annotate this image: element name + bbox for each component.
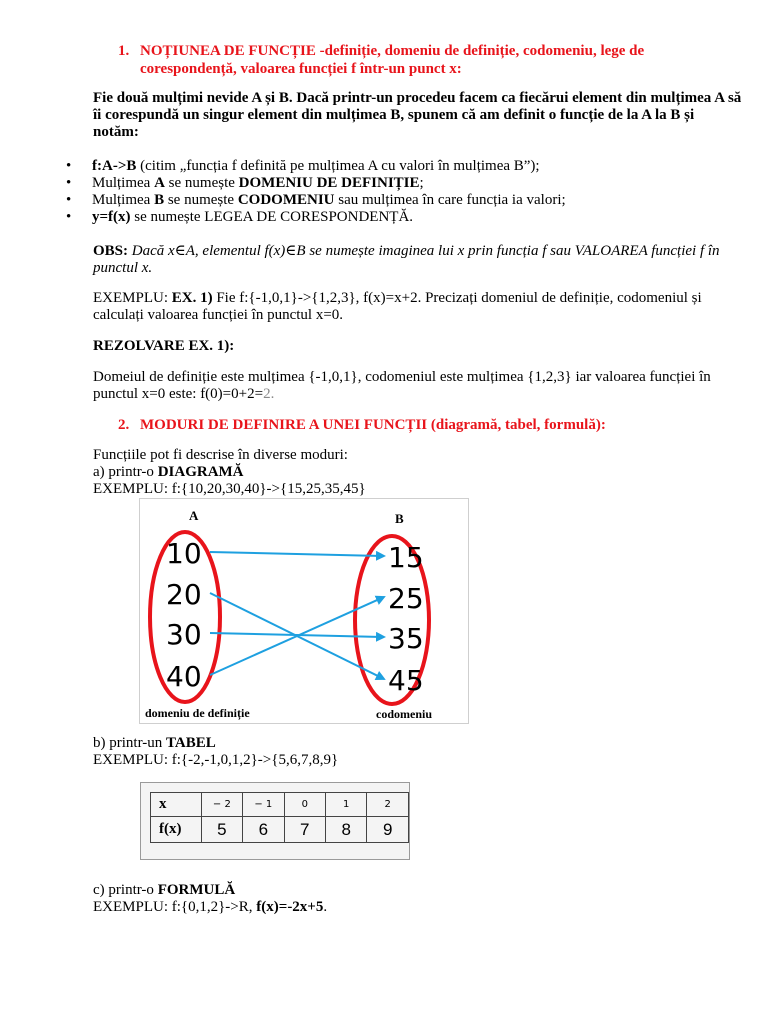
formula-label-pre: c) printr-o — [93, 882, 158, 898]
formula-example — [93, 899, 743, 916]
list-item — [66, 175, 746, 192]
bullet-bold: f:A->B — [92, 158, 137, 174]
x-value: − 2 — [201, 793, 242, 817]
domain-value: 40 — [166, 660, 202, 693]
table-label-bold: TABEL — [166, 735, 216, 751]
set-b-label: B — [395, 511, 404, 526]
x-value: − 1 — [243, 793, 284, 817]
diagram-label — [93, 464, 743, 481]
x-header: x — [151, 793, 202, 817]
tabel-block — [93, 735, 743, 769]
bullet-text: se numește LEGEA DE CORESPONDENȚĂ. — [130, 209, 414, 225]
list-item — [66, 209, 746, 226]
formula-expression: f(x)=-2x+5 — [256, 899, 324, 915]
formula-example-pre: EXEMPLU: f:{0,1,2}->R, — [93, 899, 257, 915]
bullet-bold: CODOMENIU — [237, 192, 335, 208]
diagram-example: EXEMPLU: f:{10,20,30,40}->{15,25,35,45} — [93, 481, 366, 497]
list-item — [66, 192, 746, 209]
fx-value: 6 — [243, 817, 284, 843]
x-value: 0 — [284, 793, 325, 817]
example-1 — [93, 290, 743, 324]
example-label: EX. 1) — [171, 290, 213, 306]
section-2-title: MODURI DE DEFINIRE A UNEI FUNCȚII (diagramă, tabel, formulă): — [140, 417, 606, 433]
rezolvare-title — [93, 338, 743, 355]
bullet-text: se numește — [164, 175, 239, 191]
definition-list — [66, 158, 746, 226]
section-2-heading — [118, 416, 738, 434]
table-example: EXEMPLU: f:{-2,-1,0,1,2}->{5,6,7,8,9} — [93, 752, 339, 768]
formula-label — [93, 882, 743, 899]
section-1-number: 1. — [118, 43, 130, 59]
table-row — [151, 817, 409, 843]
function-table — [140, 782, 410, 860]
domain-value: 30 — [166, 618, 202, 651]
bullet-text: ; — [419, 175, 424, 191]
intro-paragraph: Fie două mulțimi nevide A și B. Dacă printr-un procedeu facem ca fiecărui element din mulțimea A să îi corespundă un singur element din mulțimea B, spunem că am definit o funcție de la A la B și notăm: — [93, 90, 742, 140]
domain-value: 20 — [166, 578, 202, 611]
rezolvare-result: 2. — [263, 386, 275, 402]
obs-text: Dacă x∈A, elementul f(x)∈B se numește imaginea lui x prin funcția f sau VALOAREA funcției f în punctul x. — [93, 243, 720, 276]
function-diagram — [139, 498, 469, 724]
bullet-bold: DOMENIU DE DEFINIȚIE — [238, 175, 420, 191]
mapping-arrow — [210, 552, 384, 556]
moduri-block — [93, 447, 743, 498]
rezolvare-body: Domeiul de definiție este mulțimea {-1,0,1}, codomeniul este mulțimea {1,2,3} iar valoarea funcției în punctul x=0 este: f(0)=0+2= — [93, 369, 711, 402]
codomain-value: 25 — [388, 582, 424, 615]
domain-caption: domeniu de definiție — [145, 706, 250, 720]
bullet-text: se numește — [164, 192, 238, 208]
section-2-number: 2. — [118, 417, 130, 433]
bullet-text: sau mulțimea în care funcția ia valori; — [334, 192, 566, 208]
diagram-label-pre: a) printr-o — [93, 464, 158, 480]
rezolvare-text — [93, 369, 743, 403]
bullet-bold: B — [154, 192, 165, 208]
formula-label-bold: FORMULĂ — [157, 882, 236, 898]
fx-value: 8 — [326, 817, 367, 843]
set-a-label: A — [189, 508, 199, 523]
table-label-pre: b) printr-un — [93, 735, 167, 751]
bullet-text: Mulțimea — [92, 192, 155, 208]
fx-value: 9 — [367, 817, 409, 843]
bullet-bold: A — [154, 175, 165, 191]
diagram-label-bold: DIAGRAMĂ — [157, 464, 244, 480]
section-1-title: NOȚIUNEA DE FUNCȚIE -definiție, domeniu de definiție, codomeniu, lege de corespondență, valoarea funcției f într-un punct x: — [140, 43, 645, 77]
example-prefix: EXEMPLU: — [93, 290, 172, 306]
obs-label: OBS: — [93, 243, 129, 259]
rezolvare-title-text: REZOLVARE EX. 1): — [93, 338, 235, 354]
list-item — [66, 158, 746, 175]
obs-paragraph — [93, 243, 743, 277]
bullet-text: (citim „funcția f definită pe mulțimea A cu valori în mulțimea B”); — [136, 158, 540, 174]
codomain-caption: codomeniu — [376, 707, 433, 721]
fx-header: f(x) — [151, 817, 202, 843]
codomain-value: 15 — [388, 541, 424, 574]
moduri-intro: Funcțiile pot fi descrise în diverse moduri: — [93, 447, 348, 463]
fx-value: 7 — [284, 817, 325, 843]
codomain-value: 45 — [388, 664, 424, 697]
table-label — [93, 735, 743, 752]
x-value: 2 — [367, 793, 409, 817]
formula-block — [93, 882, 743, 916]
bullet-text: Mulțimea — [92, 175, 155, 191]
codomain-value: 35 — [388, 622, 424, 655]
domain-value: 10 — [166, 537, 202, 570]
fx-value: 5 — [201, 817, 242, 843]
bullet-bold: y=f(x) — [92, 209, 131, 225]
values-table — [150, 792, 409, 843]
x-value: 1 — [326, 793, 367, 817]
diagram-svg — [140, 499, 468, 723]
example-text: Fie f:{-1,0,1}->{1,2,3}, f(x)=x+2. Precizați domeniul de definiție, codomeniul și calculați valoarea funcției în punctul x=0. — [93, 290, 702, 323]
formula-example-post: . — [323, 899, 328, 915]
section-1-heading — [118, 42, 738, 78]
table-row — [151, 793, 409, 817]
